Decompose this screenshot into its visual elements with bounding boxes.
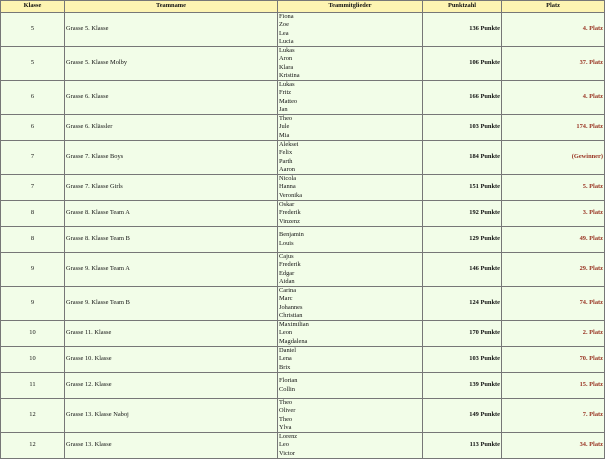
team-member: Leo bbox=[279, 441, 289, 449]
team-member: Fiona bbox=[279, 13, 294, 21]
teamname-cell: Grasse 13. Klasse bbox=[65, 433, 278, 459]
teamname-cell: Grasse 8. Klasse Team B bbox=[65, 227, 278, 253]
table-row bbox=[1, 321, 605, 347]
team-member: Kristina bbox=[279, 71, 300, 79]
team-member: Aleksei bbox=[279, 141, 299, 149]
teamname-cell: Grasse 12. Klasse bbox=[65, 373, 278, 399]
teammitglieder-cell bbox=[278, 373, 423, 399]
team-member: Lea bbox=[279, 29, 289, 37]
team-member: Vinzenz bbox=[279, 217, 300, 225]
teammitglieder-cell bbox=[278, 47, 423, 81]
platz-cell: 4. Platz bbox=[502, 81, 605, 115]
team-member: Christian bbox=[279, 311, 303, 319]
punktzahl-cell: 103 Punkte bbox=[423, 115, 502, 141]
klasse-cell: 8 bbox=[1, 201, 65, 227]
teammitglieder-cell bbox=[278, 81, 423, 115]
team-member: Lukas bbox=[279, 47, 295, 55]
teammitglieder-cell bbox=[278, 115, 423, 141]
table-row bbox=[1, 253, 605, 287]
teammitglieder-cell bbox=[278, 201, 423, 227]
header-punktzahl: Punktzahl bbox=[423, 1, 502, 13]
klasse-cell: 7 bbox=[1, 175, 65, 201]
teamname-cell: Grasse 10. Klasse bbox=[65, 347, 278, 373]
platz-cell: 174. Platz bbox=[502, 115, 605, 141]
team-member: Collin bbox=[279, 385, 295, 393]
header-klasse: Klasse bbox=[1, 1, 65, 13]
team-member: Oliver bbox=[279, 407, 296, 415]
team-member: Matteo bbox=[279, 97, 298, 105]
teamname-cell: Grasse 6. Klässler bbox=[65, 115, 278, 141]
punktzahl-cell: 139 Punkte bbox=[423, 373, 502, 399]
team-member: Felix bbox=[279, 149, 293, 157]
platz-cell: 5. Platz bbox=[502, 175, 605, 201]
header-platz: Platz bbox=[502, 1, 605, 13]
teammitglieder-cell bbox=[278, 141, 423, 175]
team-member: Cajus bbox=[279, 253, 294, 261]
klasse-cell: 5 bbox=[1, 47, 65, 81]
results-body bbox=[1, 13, 605, 459]
teammitglieder-cell bbox=[278, 287, 423, 321]
punktzahl-cell: 103 Punkte bbox=[423, 347, 502, 373]
team-member: Leon bbox=[279, 329, 293, 337]
team-member: Benjamin bbox=[279, 231, 304, 239]
teamname-cell: Grasse 7. Klasse Boys bbox=[65, 141, 278, 175]
team-member: Theo bbox=[279, 415, 293, 423]
platz-cell: 3. Platz bbox=[502, 201, 605, 227]
teammitglieder-cell bbox=[278, 13, 423, 47]
team-member: Victor bbox=[279, 449, 295, 457]
platz-cell: 74. Platz bbox=[502, 287, 605, 321]
table-row bbox=[1, 175, 605, 201]
klasse-cell: 6 bbox=[1, 81, 65, 115]
team-member: Hanna bbox=[279, 183, 296, 191]
teammitglieder-cell bbox=[278, 321, 423, 347]
punktzahl-cell: 170 Punkte bbox=[423, 321, 502, 347]
teamname-cell: Grasse 5. Klasse Molby bbox=[65, 47, 278, 81]
table-row bbox=[1, 47, 605, 81]
team-member: Theo bbox=[279, 399, 293, 407]
platz-cell: 2. Platz bbox=[502, 321, 605, 347]
platz-cell: 70. Platz bbox=[502, 347, 605, 373]
klasse-cell: 12 bbox=[1, 433, 65, 459]
team-member: Fritz bbox=[279, 89, 292, 97]
table-row bbox=[1, 201, 605, 227]
team-member: Klara bbox=[279, 63, 294, 71]
punktzahl-cell: 129 Punkte bbox=[423, 227, 502, 253]
team-member: Ylva bbox=[279, 423, 292, 431]
team-member: Edgar bbox=[279, 269, 295, 277]
team-member: Lorenz bbox=[279, 433, 298, 441]
team-member: Veronika bbox=[279, 191, 303, 199]
teammitglieder-cell bbox=[278, 399, 423, 433]
klasse-cell: 5 bbox=[1, 13, 65, 47]
team-member: Mia bbox=[279, 131, 290, 139]
team-member: Marc bbox=[279, 295, 293, 303]
table-row bbox=[1, 81, 605, 115]
team-member: Aaron bbox=[279, 165, 295, 173]
team-member: Daniel bbox=[279, 347, 297, 355]
team-member: Magdalena bbox=[279, 337, 308, 345]
teamname-cell: Grasse 9. Klasse Team B bbox=[65, 287, 278, 321]
punktzahl-cell: 124 Punkte bbox=[423, 287, 502, 321]
team-member: Oskar bbox=[279, 201, 295, 209]
teamname-cell: Grasse 6. Klasse bbox=[65, 81, 278, 115]
team-member: Zoe bbox=[279, 21, 289, 29]
table-row bbox=[1, 287, 605, 321]
teamname-cell: Grasse 8. Klasse Team A bbox=[65, 201, 278, 227]
team-member: Aidan bbox=[279, 277, 295, 285]
platz-cell: 7. Platz bbox=[502, 399, 605, 433]
table-row bbox=[1, 115, 605, 141]
klasse-cell: 11 bbox=[1, 373, 65, 399]
team-member: Jan bbox=[279, 105, 288, 113]
platz-cell: 49. Platz bbox=[502, 227, 605, 253]
teammitglieder-cell bbox=[278, 227, 423, 253]
team-member: Carina bbox=[279, 287, 297, 295]
team-member: Jule bbox=[279, 123, 290, 131]
team-member: Frederik bbox=[279, 209, 301, 217]
table-row bbox=[1, 373, 605, 399]
teammitglieder-cell bbox=[278, 175, 423, 201]
table-row bbox=[1, 433, 605, 459]
teammitglieder-cell bbox=[278, 253, 423, 287]
table-row bbox=[1, 227, 605, 253]
punktzahl-cell: 113 Punkte bbox=[423, 433, 502, 459]
punktzahl-cell: 149 Punkte bbox=[423, 399, 502, 433]
klasse-cell: 12 bbox=[1, 399, 65, 433]
team-member: Theo bbox=[279, 115, 293, 123]
klasse-cell: 9 bbox=[1, 287, 65, 321]
table-row bbox=[1, 141, 605, 175]
team-member: Frederik bbox=[279, 261, 301, 269]
header-teammitglieder: Teammitglieder bbox=[278, 1, 423, 13]
punktzahl-cell: 106 Punkte bbox=[423, 47, 502, 81]
punktzahl-cell: 146 Punkte bbox=[423, 253, 502, 287]
klasse-cell: 7 bbox=[1, 141, 65, 175]
platz-cell: 4. Platz bbox=[502, 13, 605, 47]
platz-cell: 15. Platz bbox=[502, 373, 605, 399]
table-row bbox=[1, 347, 605, 373]
klasse-cell: 10 bbox=[1, 321, 65, 347]
teamname-cell: Grasse 7. Klasse Girls bbox=[65, 175, 278, 201]
platz-cell: 29. Platz bbox=[502, 253, 605, 287]
team-member: Johannes bbox=[279, 303, 303, 311]
team-member: Lukas bbox=[279, 81, 295, 89]
teamname-cell: Grasse 5. Klasse bbox=[65, 13, 278, 47]
platz-cell: (Gewinner) bbox=[502, 141, 605, 175]
table-row bbox=[1, 399, 605, 433]
header-row bbox=[1, 1, 605, 13]
team-member: Brix bbox=[279, 363, 291, 371]
klasse-cell: 6 bbox=[1, 115, 65, 141]
punktzahl-cell: 151 Punkte bbox=[423, 175, 502, 201]
teamname-cell: Grasse 13. Klasse Naboj bbox=[65, 399, 278, 433]
teammitglieder-cell bbox=[278, 347, 423, 373]
platz-cell: 34. Platz bbox=[502, 433, 605, 459]
teamname-cell: Grasse 11. Klasse bbox=[65, 321, 278, 347]
platz-cell: 37. Platz bbox=[502, 47, 605, 81]
team-member: Lucia bbox=[279, 37, 294, 45]
klasse-cell: 10 bbox=[1, 347, 65, 373]
header-teamname: Teamname bbox=[65, 1, 278, 13]
punktzahl-cell: 192 Punkte bbox=[423, 201, 502, 227]
team-member: Parth bbox=[279, 157, 293, 165]
punktzahl-cell: 136 Punkte bbox=[423, 13, 502, 47]
klasse-cell: 8 bbox=[1, 227, 65, 253]
teamname-cell: Grasse 9. Klasse Team A bbox=[65, 253, 278, 287]
table-row bbox=[1, 13, 605, 47]
punktzahl-cell: 166 Punkte bbox=[423, 81, 502, 115]
team-member: Louis bbox=[279, 239, 294, 247]
team-member: Aron bbox=[279, 55, 293, 63]
team-member: Lena bbox=[279, 355, 292, 363]
teammitglieder-cell bbox=[278, 433, 423, 459]
team-member: Maximilian bbox=[279, 321, 309, 329]
klasse-cell: 9 bbox=[1, 253, 65, 287]
team-member: Florian bbox=[279, 377, 298, 385]
punktzahl-cell: 184 Punkte bbox=[423, 141, 502, 175]
team-member: Nicola bbox=[279, 175, 297, 183]
